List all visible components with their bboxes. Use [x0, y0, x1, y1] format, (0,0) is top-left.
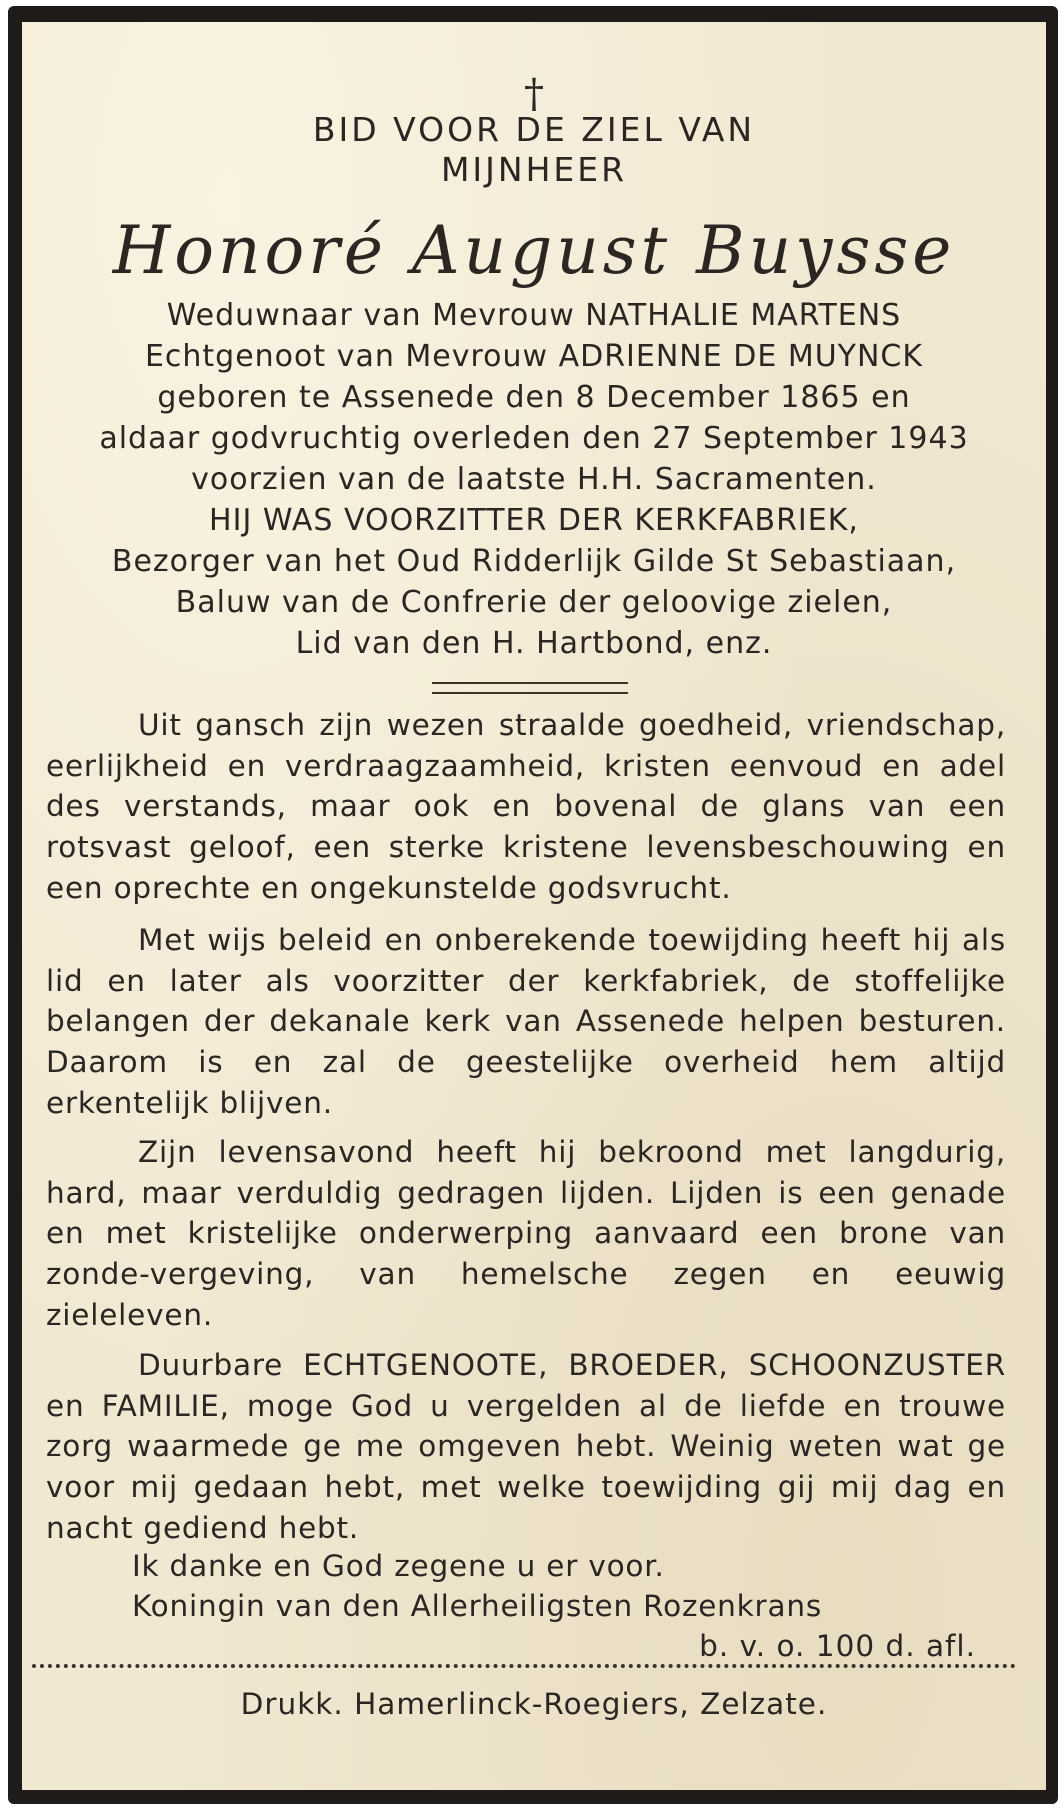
heading-line-2: MIJNHEER [440, 150, 628, 189]
closing-prayer: Koningin van den Allerheiligsten Rozenkrans [132, 1589, 823, 1623]
chairman-line: HIJ WAS VOORZITTER DER KERKFABRIEK, [209, 503, 859, 538]
hartbond-line: Lid van den H. Hartbond, enz. [295, 626, 773, 661]
paragraph-virtues: Uit gansch zijn wezen straalde goedheid, vriendschap, eerlijkheid en verdraagzaamheid, kristen eenvoud en adel des verstands, maar ook en bovenal de glans van een rotsvast geloof, een sterke kristene levensbeschouwing en een oprechte en ongekunstelde godsvrucht. [46, 708, 1006, 905]
cross-icon: † [524, 71, 544, 117]
heading-line-1: BID VOOR DE ZIEL VAN [312, 110, 756, 149]
double-rule-divider [432, 682, 628, 694]
sacraments-line: voorzien van de laatste H.H. Sacramenten. [191, 462, 877, 497]
card-paper [22, 22, 1046, 1790]
confrerie-line: Baluw van de Confrerie der geloovige zielen, [175, 585, 893, 620]
birth-line: geboren te Assenede den 8 December 1865 en [157, 380, 911, 415]
spouse-line: Echtgenoot van Mevrouw ADRIENNE DE MUYNCK [144, 339, 924, 374]
deceased-name: Honoré August Buysse [112, 212, 956, 289]
death-line: aldaar godvruchtig overleden den 27 September 1943 [99, 421, 969, 456]
printer-credit: Drukk. Hamerlinck-Roegiers, Zelzate. [240, 1687, 828, 1721]
guild-line: Bezorger van het Oud Ridderlijk Gilde St Sebastiaan, [111, 544, 957, 579]
memorial-card [8, 6, 1058, 1804]
dotted-divider [32, 1664, 1016, 1668]
paragraph-suffering: Zijn levensavond heeft hij bekroond met langdurig, hard, maar verduldig gedragen lijden. Lijden is een genade en met kristelijke onderwerping aanvaard een brone van zonde-vergeving, van hemelsche zegen en eeuwig zieleleven. [46, 1135, 1006, 1332]
closing-thanks: Ik danke en God zegene u er voor. [132, 1549, 665, 1583]
indulgence-note: b. v. o. 100 d. afl. [699, 1629, 976, 1663]
widower-line: Weduwnaar van Mevrouw NATHALIE MARTENS [166, 298, 902, 333]
paragraph-family: Duurbare ECHTGENOOTE, BROEDER, SCHOONZUSTER en FAMILIE, moge God u vergelden al de liefde en trouwe zorg waarmede ge me omgeven hebt. Weinig weten wat ge voor mij gedaan hebt, met welke toewijding gij mij dag en nacht gediend hebt. [46, 1348, 1006, 1545]
paragraph-church-board: Met wijs beleid en onberekende toewijding heeft hij als lid en later als voorzitter der kerkfabriek, de stoffelijke belangen der dekanale kerk van Assenede helpen besturen. Daarom is en zal de geestelijke overheid hem altijd erkentelijk blijven. [46, 923, 1006, 1120]
